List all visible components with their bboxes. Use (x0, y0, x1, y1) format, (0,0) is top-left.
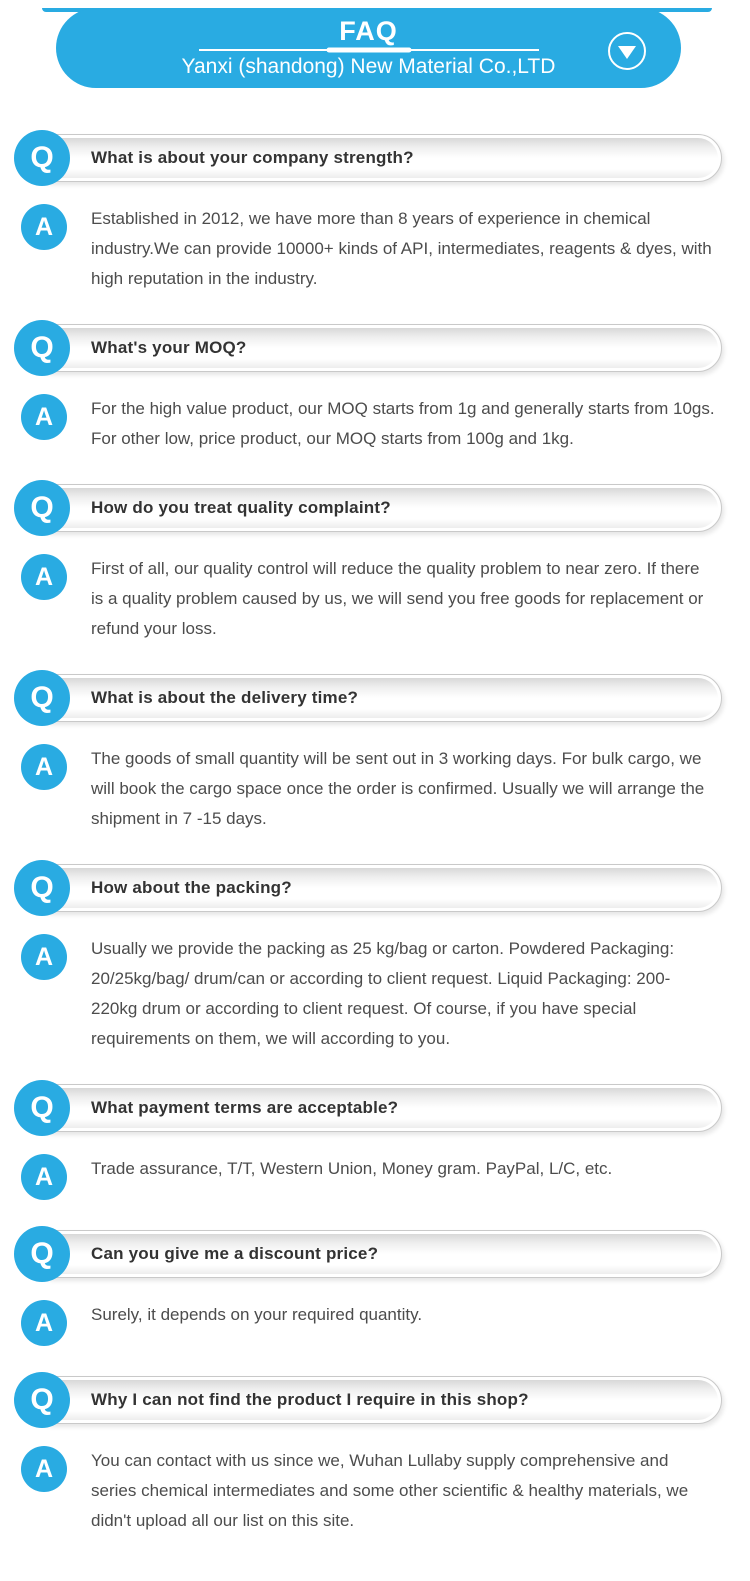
faq-item (0, 480, 750, 644)
answer-row (0, 1296, 750, 1346)
question-row (0, 1372, 750, 1428)
a-badge-label: A (34, 1308, 54, 1337)
question-bar-inner (34, 1234, 718, 1274)
answer-row (0, 200, 750, 294)
faq-item (0, 670, 750, 834)
a-badge-label: A (34, 402, 54, 431)
a-badge-label: A (34, 562, 54, 591)
header-divider (199, 49, 539, 51)
faq-item (0, 1080, 750, 1200)
question-bar[interactable] (30, 324, 722, 372)
answer-row (0, 1442, 750, 1536)
page-title: FAQ (339, 16, 398, 46)
q-badge-label: Q (30, 681, 54, 714)
q-badge (14, 1372, 70, 1428)
a-badge (21, 204, 67, 250)
a-badge-label: A (34, 212, 54, 241)
question-bar[interactable] (30, 864, 722, 912)
question-text: What's your MOQ? (91, 338, 247, 357)
answer-text: Usually we provide the packing as 25 kg/bag or carton. Powdered Packaging: 20/25kg/bag/ drum/can or according to client request. Liquid Packaging: 200-220kg drum or according to client request. Of course, if you have special requirements on them, we will according to you. (91, 939, 675, 1048)
question-row (0, 480, 750, 536)
q-badge (14, 670, 70, 726)
question-bar[interactable] (30, 1376, 722, 1424)
answer-text: For the high value product, our MOQ starts from 1g and generally starts from 10gs. For other low, price product, our MOQ starts from 100g and 1kg. (91, 399, 715, 448)
question-bar[interactable] (30, 1084, 722, 1132)
answer-row (0, 930, 750, 1054)
question-bar-inner (34, 1380, 718, 1420)
question-row (0, 130, 750, 186)
question-bar-inner (34, 328, 718, 368)
question-text: How do you treat quality complaint? (91, 498, 391, 517)
expand-collapse-button[interactable] (608, 32, 646, 70)
q-badge-label: Q (30, 141, 54, 174)
question-bar[interactable] (30, 134, 722, 182)
faq-list (0, 88, 750, 1536)
a-badge (21, 1300, 67, 1346)
q-badge (14, 1226, 70, 1282)
a-badge (21, 394, 67, 440)
faq-item (0, 1372, 750, 1536)
question-row (0, 1226, 750, 1282)
q-badge (14, 480, 70, 536)
question-text: What is about the delivery time? (91, 688, 359, 707)
question-text: How about the packing? (91, 878, 292, 897)
q-badge-label: Q (30, 1237, 54, 1270)
answer-row (0, 1150, 750, 1200)
a-badge (21, 934, 67, 980)
faq-item (0, 320, 750, 454)
a-badge-label: A (34, 942, 54, 971)
a-badge-label: A (34, 1162, 54, 1191)
a-badge-label: A (34, 1454, 54, 1483)
question-row (0, 860, 750, 916)
question-text: Why I can not find the product I require in this shop? (91, 1390, 529, 1409)
q-badge-label: Q (30, 1383, 54, 1416)
faq-item (0, 1226, 750, 1346)
a-badge (21, 554, 67, 600)
faq-item (0, 130, 750, 294)
question-bar[interactable] (30, 674, 722, 722)
a-badge (21, 1446, 67, 1492)
q-badge (14, 860, 70, 916)
question-bar-inner (34, 1088, 718, 1128)
faq-item (0, 860, 750, 1054)
answer-text: The goods of small quantity will be sent out in 3 working days. For bulk cargo, we will book the cargo space once the order is confirmed. Usually we will arrange the shipment in 7 -15 days. (91, 749, 705, 828)
answer-text: You can contact with us since we, Wuhan Lullaby supply comprehensive and series chemical intermediates and some other scientific & healthy materials, we didn't upload all our list on this site. (91, 1451, 689, 1530)
header-divider-thick-segment (326, 48, 411, 53)
answer-row (0, 740, 750, 834)
company-name: Yanxi (shandong) New Material Co.,LTD (181, 55, 556, 78)
q-badge (14, 320, 70, 376)
question-text: What is about your company strength? (91, 148, 414, 167)
q-badge-label: Q (30, 491, 54, 524)
q-badge (14, 130, 70, 186)
question-text: What payment terms are acceptable? (91, 1098, 399, 1117)
answer-row (0, 390, 750, 454)
question-bar[interactable] (30, 484, 722, 532)
answer-row (0, 550, 750, 644)
question-row (0, 1080, 750, 1136)
q-badge (14, 1080, 70, 1136)
a-badge-label: A (34, 752, 54, 781)
question-bar[interactable] (30, 1230, 722, 1278)
q-badge-label: Q (30, 331, 54, 364)
down-arrow-icon (618, 46, 636, 59)
question-bar-inner (34, 488, 718, 528)
q-badge-label: Q (30, 871, 54, 904)
question-bar-inner (34, 138, 718, 178)
question-row (0, 670, 750, 726)
question-row (0, 320, 750, 376)
question-text: Can you give me a discount price? (91, 1244, 379, 1263)
question-bar-inner (34, 868, 718, 908)
faq-header-banner (56, 8, 681, 88)
answer-text: Established in 2012, we have more than 8 years of experience in chemical industry.We can provide 10000+ kinds of API, intermediates, reagents & dyes, with high reputation in the industry. (91, 209, 712, 288)
answer-text: Trade assurance, T/T, Western Union, Money gram. PayPal, L/C, etc. (91, 1159, 613, 1178)
answer-text: Surely, it depends on your required quantity. (91, 1305, 423, 1324)
a-badge (21, 1154, 67, 1200)
a-badge (21, 744, 67, 790)
q-badge-label: Q (30, 1091, 54, 1124)
answer-text: First of all, our quality control will reduce the quality problem to near zero. If there is a quality problem caused by us, we will send you free goods for replacement or refund your loss. (91, 559, 704, 638)
question-bar-inner (34, 678, 718, 718)
